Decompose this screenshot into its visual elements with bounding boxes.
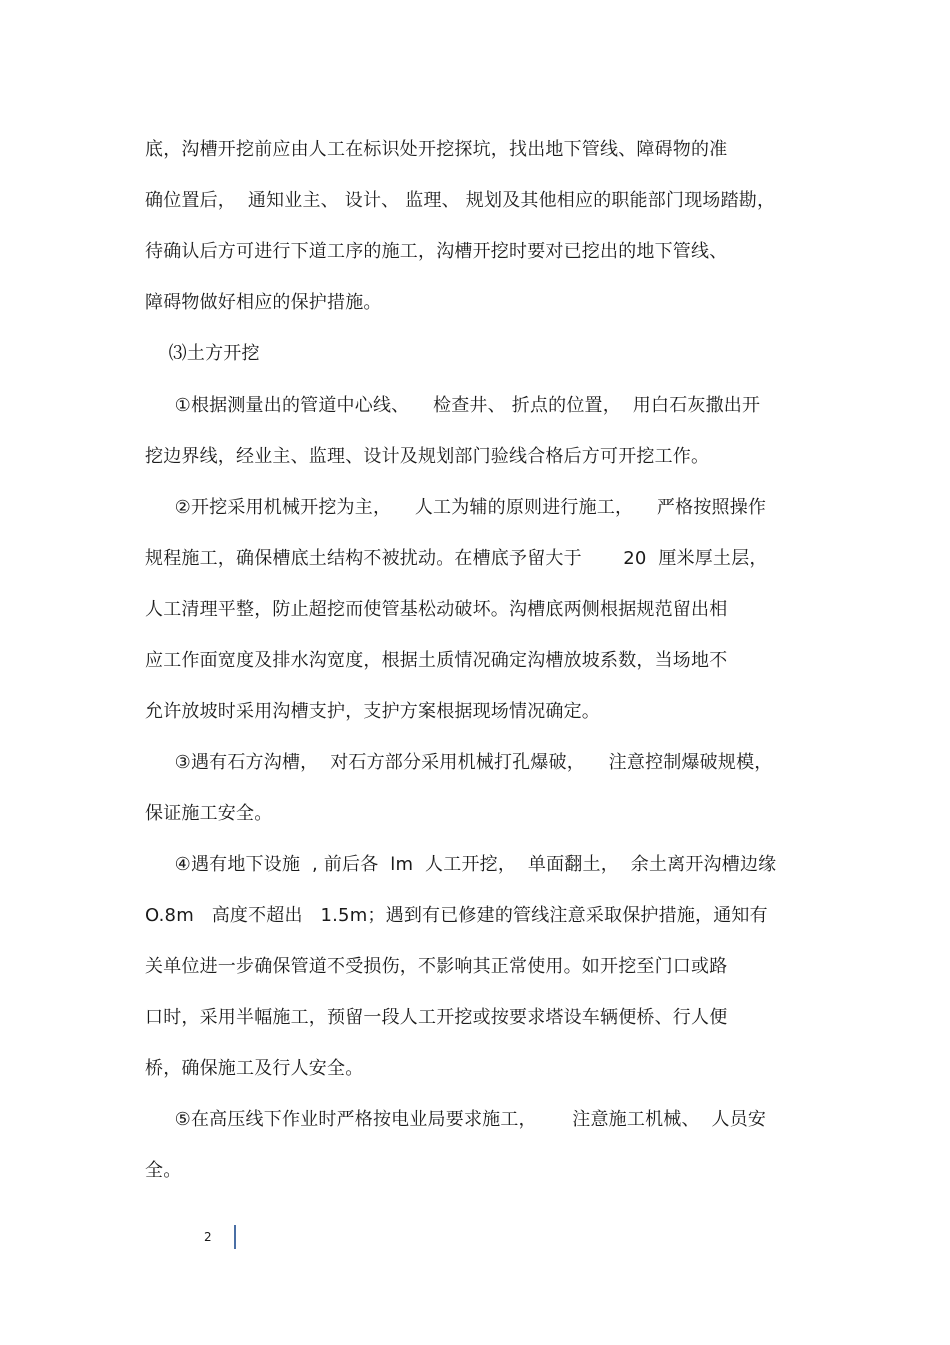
paragraph-line: ⑤在高压线下作业时严格按电业局要求施工， 注意施工机械、 人员安: [145, 1109, 767, 1130]
paragraph-line: ②开挖采用机械开挖为主， 人工为辅的原则进行施工， 严格按照操作: [145, 497, 767, 518]
paragraph-line: 全。: [145, 1160, 182, 1181]
paragraph-line: 允许放坡时采用沟槽支护，支护方案根据现场情况确定。: [145, 701, 600, 722]
paragraph-line: 底，沟槽开挖前应由人工在标识处开挖探坑，找出地下管线、障碍物的准: [145, 139, 728, 160]
paragraph-line: 规程施工，确保槽底土结构不被扰动。在槽底予留大于 20 厘米厚土层，: [145, 548, 768, 569]
paragraph-line: O.8m 高度不超出 1.5m；遇到有已修建的管线注意采取保护措施，通知有: [145, 905, 768, 926]
page-number: 2: [204, 1230, 212, 1244]
paragraph-line: 障碍物做好相应的保护措施。: [145, 292, 382, 313]
paragraph-line: ③遇有石方沟槽， 对石方部分采用机械打孔爆破， 注意控制爆破规模，: [145, 752, 773, 773]
paragraph-line: 应工作面宽度及排水沟宽度，根据土质情况确定沟槽放坡系数，当场地不: [145, 650, 728, 671]
paragraph-line: 挖边界线，经业主、监理、设计及规划部门验线合格后方可开挖工作。: [145, 446, 710, 467]
paragraph-line: 人工清理平整，防止超挖而使管基松动破坏。沟槽底两侧根据规范留出相: [145, 599, 728, 620]
footer-accent-bar: [234, 1225, 236, 1249]
paragraph-line: 确位置后， 通知业主、 设计、 监理、 规划及其他相应的职能部门现场踏勘，: [145, 190, 776, 211]
paragraph-line: 口时，采用半幅施工，预留一段人工开挖或按要求塔设车辆便桥、行人便: [145, 1007, 728, 1028]
paragraph-line: 保证施工安全。: [145, 803, 273, 824]
paragraph-line: 关单位进一步确保管道不受损伤，不影响其正常使用。如开挖至门口或路: [145, 956, 728, 977]
section-heading: ⑶土方开挖: [145, 343, 260, 364]
paragraph-line: 桥，确保施工及行人安全。: [145, 1058, 364, 1079]
paragraph-line: ④遇有地下设施 , 前后各 lm 人工开挖， 单面翻土， 余土离开沟槽边缘: [145, 854, 777, 875]
paragraph-line: ①根据测量出的管道中心线、 检查井、 折点的位置， 用白石灰撒出开: [145, 395, 761, 416]
paragraph-line: 待确认后方可进行下道工序的施工，沟槽开挖时要对已挖出的地下管线、: [145, 241, 728, 262]
